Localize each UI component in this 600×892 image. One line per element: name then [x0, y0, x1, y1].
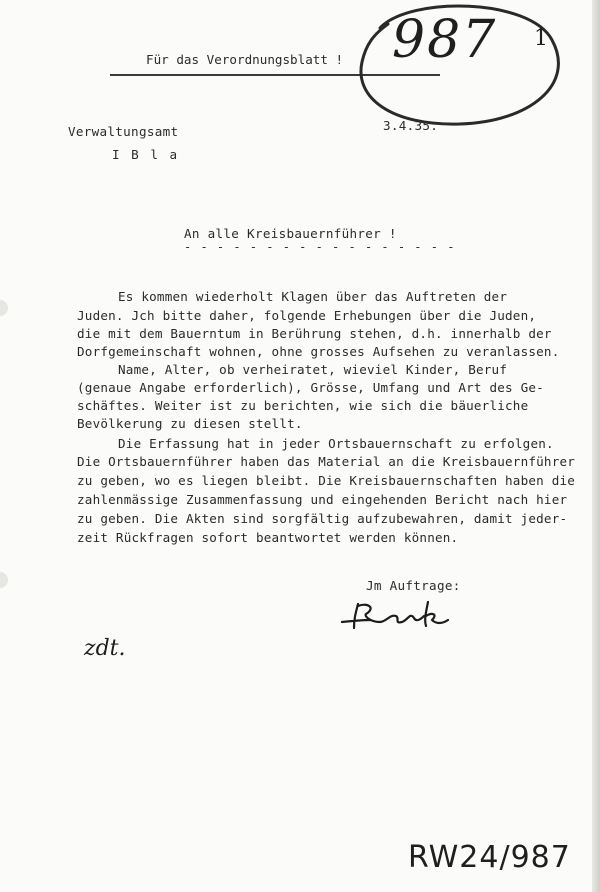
document-title: An alle Kreisbauernführer !	[184, 226, 397, 241]
body-line: Es kommen wiederholt Klagen über das Auftreten der	[118, 289, 508, 304]
handwritten-mark: 1	[534, 26, 548, 51]
sender-office: Verwaltungsamt	[68, 124, 179, 139]
headline: Für das Verordnungsblatt !	[146, 52, 344, 67]
punch-hole	[0, 300, 8, 316]
body-line: zahlenmässige Zusammenfassung und eingehenden Bericht nach hier	[77, 492, 568, 507]
body-line: Die Ortsbauernführer haben das Material an die Kreisbauernführer	[77, 454, 576, 469]
body-line: zeit Rückfragen sofort beantwortet werden können.	[77, 530, 459, 545]
sender-department: I B l a	[112, 147, 180, 162]
body-line: schäftes. Weiter ist zu berichten, wie sich die bäuerliche	[77, 398, 529, 413]
body-line: die mit dem Bauerntum in Berührung stehen, d.h. innerhalb der	[77, 326, 552, 341]
body-line: Dorfgemeinschaft wohnen, ohne grosses Aufsehen zu veranlassen.	[77, 344, 560, 359]
document-date: 3.4.35.	[383, 118, 439, 133]
closing-formula: Jm Auftrage:	[366, 578, 461, 593]
archive-stamp: RW24/987	[408, 840, 571, 875]
signature	[340, 598, 460, 634]
body-line: Name, Alter, ob verheiratet, wieviel Kinder, Beruf	[118, 362, 508, 377]
punch-hole	[0, 572, 8, 588]
body-line: Die Erfassung hat in jeder Ortsbauernschaft zu erfolgen.	[118, 436, 554, 451]
body-line: zu geben, wo es liegen bleibt. Die Kreisbauernschaften haben die	[77, 473, 576, 488]
body-line: zu geben. Die Akten sind sorgfältig aufzubewahren, damit jeder-	[77, 511, 568, 526]
body-line: Bevölkerung zu diesen stellt.	[77, 416, 303, 431]
handwritten-number: 987	[392, 10, 498, 70]
body-line: Juden. Jch bitte daher, folgende Erhebungen über die Juden,	[77, 308, 537, 323]
handwritten-initials: zdt.	[84, 636, 126, 661]
body-line: (genaue Angabe erforderlich), Grösse, Umfang und Art des Ge-	[77, 380, 544, 395]
scan-edge	[592, 0, 600, 892]
title-underline: - - - - - - - - - - - - - - - - -	[184, 240, 456, 254]
